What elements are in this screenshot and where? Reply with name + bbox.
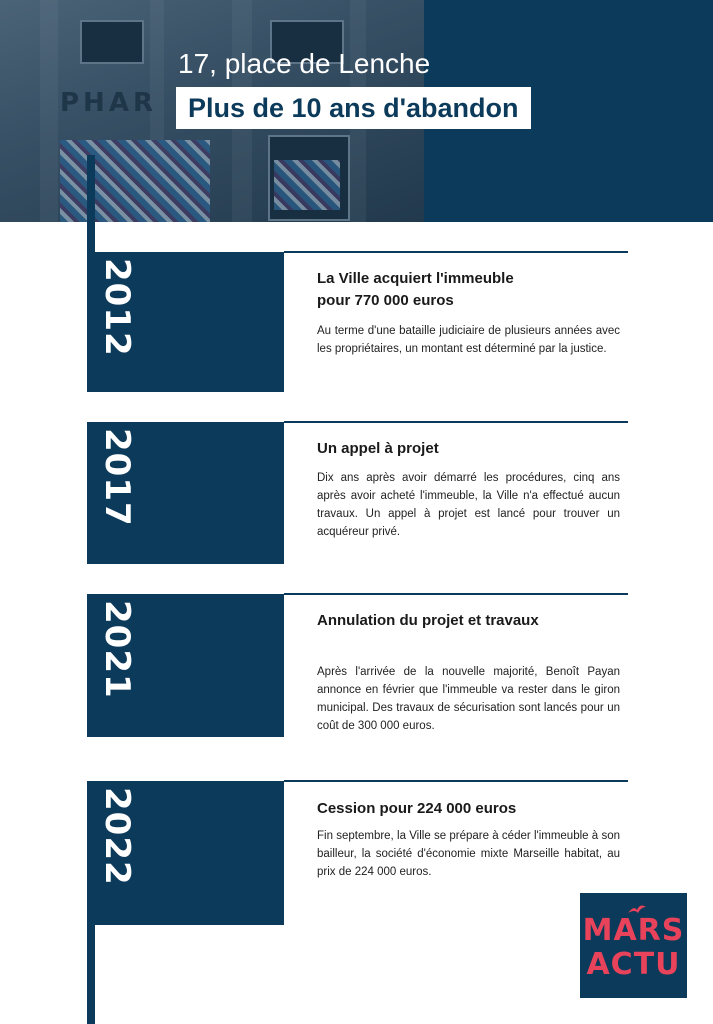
- page-title: Plus de 10 ans d'abandon: [176, 87, 531, 129]
- event-title-2021: Annulation du projet et travaux: [317, 612, 539, 629]
- divider-2017: [284, 421, 628, 423]
- event-text-2022: Fin septembre, la Ville se prépare à céder l'immeuble à son bailleur, la société d'économie mixte Marseille habitat, au prix de 224 000 euros.: [317, 830, 620, 878]
- divider-2021: [284, 593, 628, 595]
- marsactu-logo[interactable]: [580, 893, 687, 998]
- logo-line-1: MARS: [582, 913, 685, 948]
- divider-2012: [284, 251, 628, 253]
- year-label-2022: 2022: [97, 787, 137, 886]
- spine-gap: [87, 392, 95, 422]
- event-text-2017: Dix ans après avoir démarré les procédures, cinq ans après avoir acheté l'immeuble, la Ville n'a effectué aucun travaux. Un appel à projet est lancé pour trouver un acquéreur privé.: [317, 472, 620, 538]
- year-label-2017: 2017: [97, 428, 137, 527]
- year-label-2012: 2012: [97, 258, 137, 357]
- logo-line-2: ACTU: [586, 947, 681, 982]
- event-title-2022: Cession pour 224 000 euros: [317, 800, 517, 817]
- spine-gap: [87, 737, 95, 781]
- event-title-2012: La Ville acquiert l'immeuble pour 770 000 euros: [317, 270, 514, 309]
- event-text-2012: Au terme d'une bataille judiciaire de plusieurs années avec les propriétaires, un montant est déterminé par la justice.: [317, 325, 620, 355]
- spine-gap: [87, 564, 95, 594]
- divider-2022: [284, 780, 628, 782]
- event-title-2017: Un appel à projet: [317, 440, 439, 457]
- event-text-2021: Après l'arrivée de la nouvelle majorité, Benoît Payan annonce en février que l'immeuble va rester dans le giron municipal. Des travaux de sécurisation sont lancés pour un coût de 300 000 euros.: [317, 666, 620, 732]
- year-label-2021: 2021: [97, 600, 137, 699]
- photo-sign: PHAR: [60, 88, 157, 118]
- page-subtitle: 17, place de Lenche: [178, 48, 431, 79]
